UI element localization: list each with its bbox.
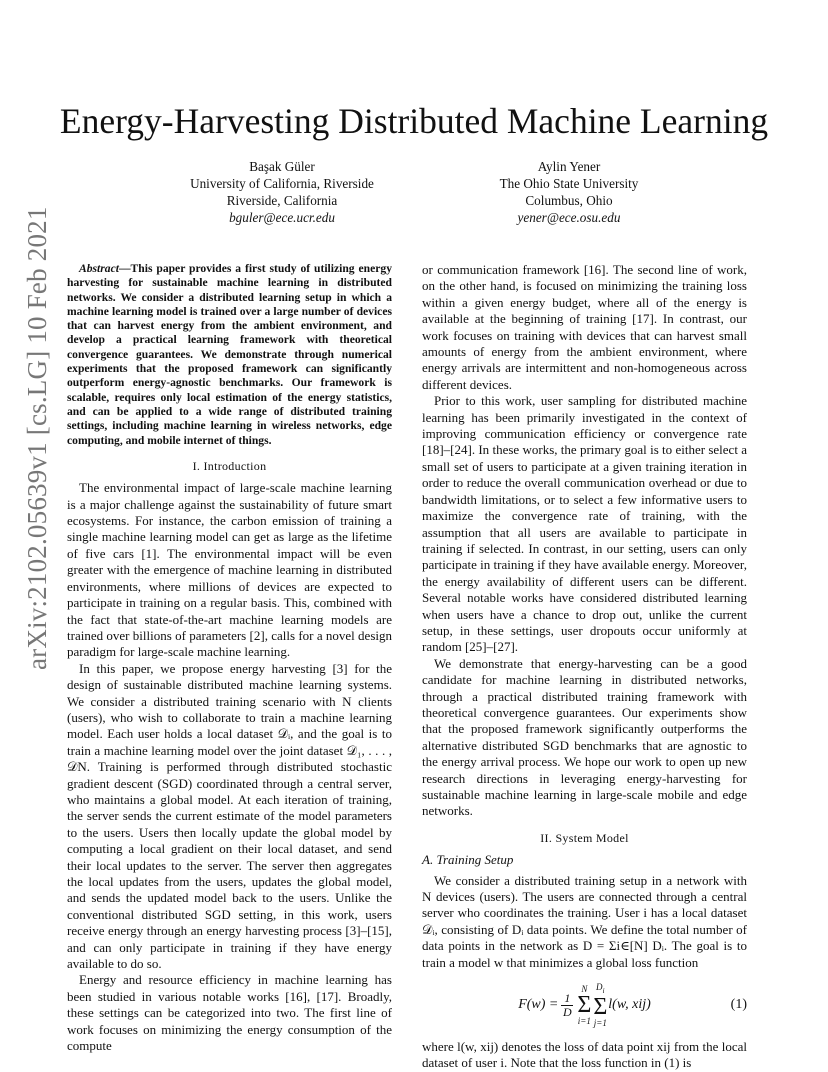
arxiv-sidebar-stamp: arXiv:2102.05639v1 [cs.LG] 10 Feb 2021 xyxy=(22,206,52,670)
author-name: Başak Güler xyxy=(249,159,315,174)
fraction-1-over-d: $\frac{1}{D}$ xyxy=(563,990,572,1019)
intro-paragraph-3: Energy and resource efficiency in machine learning has been studied in various notable works [16], [17]. Broadly, these settings can be categorized into two. The first line of work focuses on minimizing the energy consumption of the compute xyxy=(67,972,392,1054)
subsection-heading-training-setup: A. Training Setup xyxy=(422,852,514,868)
intro-paragraph-5: We demonstrate that energy-harvesting can be a good candidate for machine learning in distributed networks, through a practical distributed training framework with theoretical convergence guarantees. Our experiments show that the proposed framework significantly outperforms the alternative distributed SGD benchmarks that are agnostic to the energy arrival process. We hope our work to open up new research directions in leveraging energy-harvesting for sustainable machine learning in large-scale mobile and edge networks. xyxy=(422,655,747,819)
author-email[interactable]: yener@ece.osu.edu xyxy=(517,210,621,225)
author-affiliation: University of California, Riverside xyxy=(190,176,374,191)
equation-lhs: F(w) = xyxy=(518,996,559,1012)
left-column xyxy=(67,262,392,1054)
equation-rhs: l(w, xij) xyxy=(608,996,651,1012)
right-column xyxy=(422,262,747,1072)
system-model-paragraph-2: where l(w, xij) denotes the loss of data point xij from the local dataset of user i. Note that the loss function in (1) is xyxy=(422,1039,747,1071)
paper-title: Energy-Harvesting Distributed Machine Learning xyxy=(59,101,769,141)
intro-paragraph-3-continued: or communication framework [16]. The second line of work, on the other hand, is focused on minimizing the training loss within a given energy budget, where all of the energy is available at the beginning of training [17]. In contrast, our work focuses on training with devices that can harvest small amounts of energy from the ambient environment, where energy arrivals are intermittent and non-homogeneous across different devices. xyxy=(422,262,747,392)
author-email[interactable]: bguler@ece.ucr.edu xyxy=(229,210,335,225)
author-location: Columbus, Ohio xyxy=(525,193,613,208)
abstract xyxy=(67,262,392,448)
author-affiliation: The Ohio State University xyxy=(499,176,639,191)
abstract-label: Abstract xyxy=(79,262,119,275)
author-block-1 xyxy=(142,158,422,226)
section-heading-system-model: II. System Model xyxy=(540,830,629,845)
intro-paragraph-1: The environmental impact of large-scale machine learning is a major challenge against the sustainability of future smart ecosystems. For instance, the carbon emission of training a single machine learning model can get as large as the lifetime of five cars [1]. The environmental impact will be even greater with the emergence of machine learning in distributed environments, where millions of devices are expected to participate in training on a regular basis. This, combined with the fact that state-of-the-art machine learning models are trained over billions of parameters [2], calls for a novel design paradigm for large-scale machine learning. xyxy=(67,480,392,660)
equation-number: (1) xyxy=(730,996,747,1012)
author-location: Riverside, California xyxy=(226,193,338,208)
intro-paragraph-2: In this paper, we propose energy harvesting [3] for the design of sustainable distributed machine learning systems. We consider a distributed training scenario with N clients (users), who wish to collaborate to train a machine learning model. Each user holds a local dataset 𝒟ᵢ, and the goal is to train a machine learning model over the joint dataset 𝒟₁, . . . , 𝒟N. Training is performed through distributed stochastic gradient descent (SGD) coordinated through a central server, who maintains a global model. At each iteration of training, the server sends the current estimate of the model parameters to the users. Users then locally update the global model by computing a local gradient on their local dataset, and send their local updates to the server. The server then aggregates the local updates from the users, updates the global model, and sends the updated model back to the users. Unlike the conventional distributed SGD setting, in this work, users receive energy through an energy harvesting process [3]–[15], and can only participate in training if they have energy available to do so. xyxy=(67,660,392,972)
author-name: Aylin Yener xyxy=(537,159,601,174)
equation-1 xyxy=(422,977,747,1033)
intro-paragraph-4: Prior to this work, user sampling for distributed machine learning has been primarily investigated in the context of improving communication efficiency or convergence rate [18]–[24]. In these works, the primary goal is to either select a small set of users to participate at a given training iteration in order to reduce the overall communication overhead or due to bandwidth limitations, or to select a few informative users to maximize the convergence rate of training, with the assumption that all users are available to participate in training if selected. In contrast, in our setting, users can only participate in training if they have available energy. Moreover, the energy availability of different users can be different. Several notable works have considered distributed learning when users have a chance to drop out, unlike the current setup, in these settings, user dropouts occur uniformly at random [25]–[27]. xyxy=(422,393,747,655)
system-model-paragraph-1: We consider a distributed training setup in a network with N devices (users). The users are connected through a central server who coordinates the training. User i has a local dataset 𝒟ᵢ, consisting of Dᵢ data points. We define the total number of data points in the network as D = Σi∈[N] Dᵢ. The goal is to train a model w that minimizes a global loss function xyxy=(422,872,747,970)
sum-over-points: $D_i$ Σ j=1 xyxy=(593,982,608,1028)
sum-over-users: N Σ i=1 xyxy=(577,984,592,1027)
author-block-2 xyxy=(429,158,709,226)
section-heading-introduction: I. Introduction xyxy=(192,458,267,473)
abstract-text: —This paper provides a first study of utilizing energy harvesting for sustainable machine learning in distributed networks. We consider a distributed learning setup in which a machine learning model is trained over a large number of devices that can harvest energy from the ambient environment, and develop a practical learning framework with theoretical convergence guarantees. We demonstrate through numerical experiments that the proposed framework can significantly outperform energy-agnostic benchmarks. Our framework is scalable, requires only local estimation of the energy statistics, and can be applied to a wide range of distributed training settings, including machine learning in wireless networks, edge computing, and mobile internet of things. xyxy=(67,262,392,447)
